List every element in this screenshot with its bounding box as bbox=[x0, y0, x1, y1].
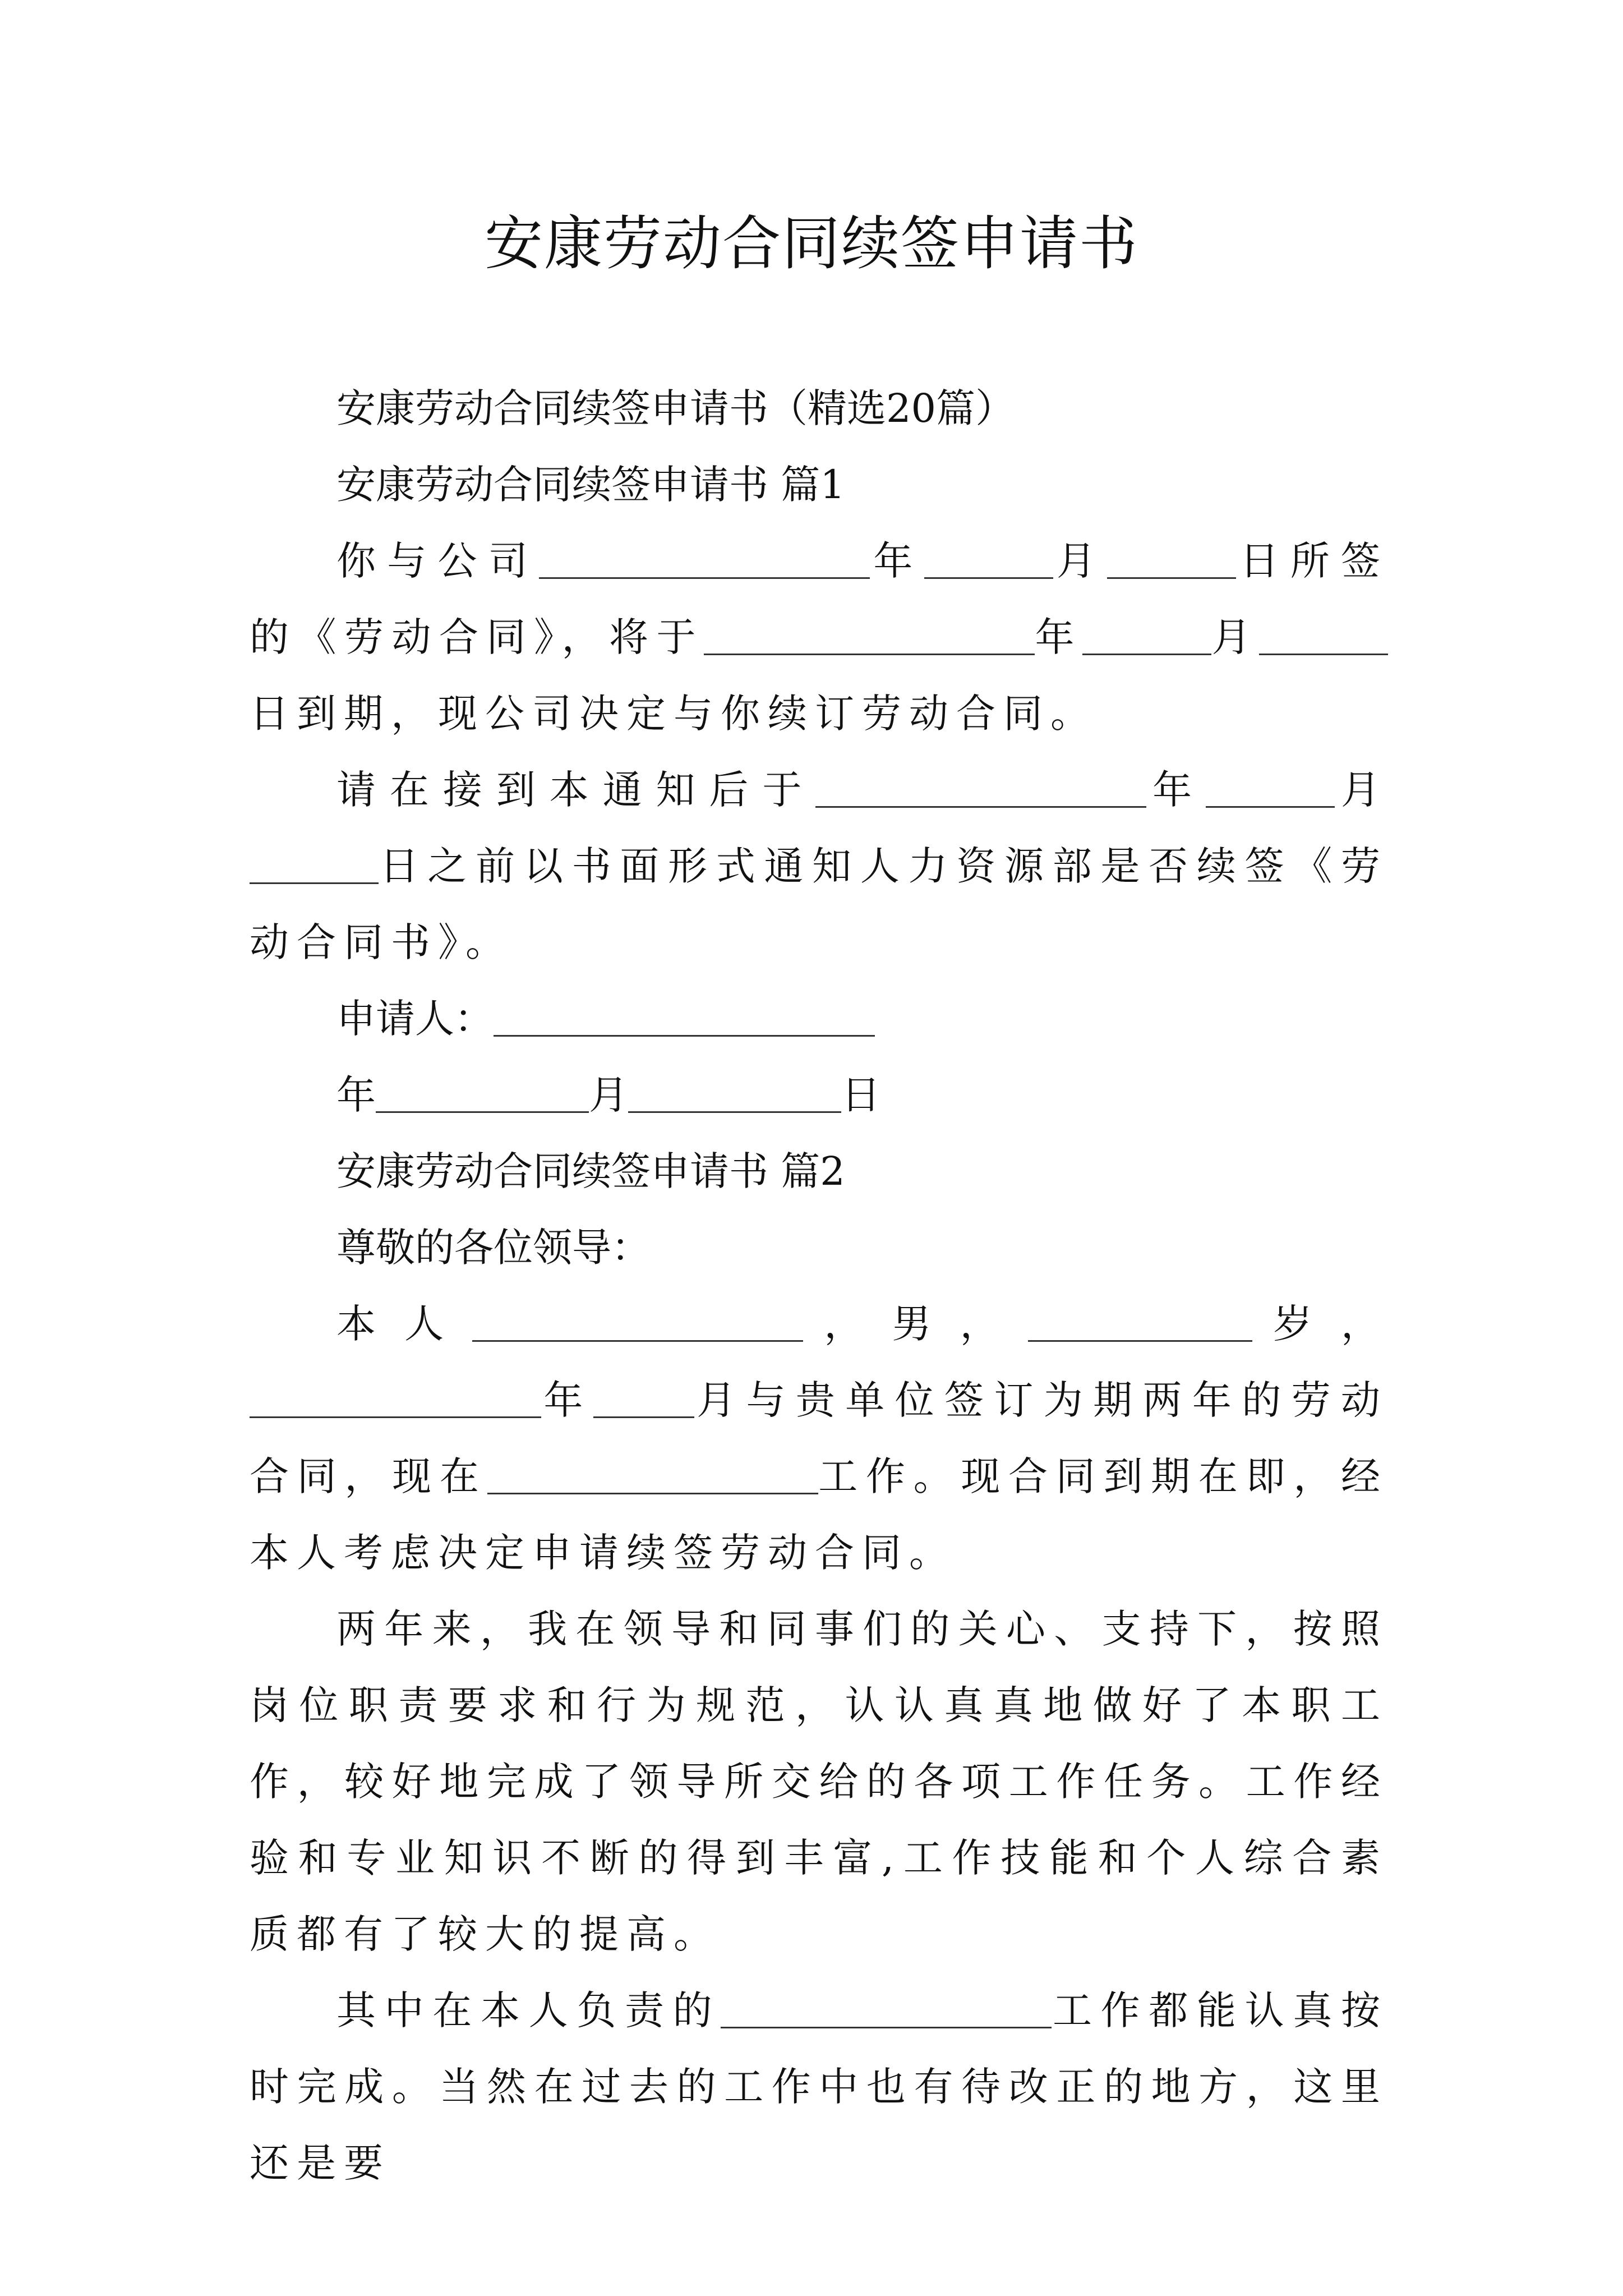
paragraph-responsibility: 其中在本人负责的 工作都能认真按时完成。当然在过去的工作中也有待改正的地方，这里还是要 bbox=[250, 1987, 1389, 2186]
blank-field bbox=[487, 1457, 818, 1494]
blank-field bbox=[1206, 771, 1335, 808]
blank-field bbox=[376, 1076, 589, 1113]
blank-field bbox=[628, 1076, 841, 1113]
blank-field bbox=[1107, 542, 1236, 579]
blank-field bbox=[472, 1305, 803, 1342]
paragraph-contract-notice: 你与公司 年 月 日所签的《劳动合同》，将于 年 月日到期，现公司决定与你续订劳动合同。 bbox=[250, 538, 1389, 737]
section-heading-1: 安康劳动合同续签申请书 篇1 bbox=[336, 462, 845, 508]
blank-field bbox=[250, 847, 379, 884]
date-line: 年 月 日 bbox=[336, 1072, 880, 1118]
applicant-line: 申请人： bbox=[250, 981, 1388, 1057]
blank-field bbox=[704, 618, 1035, 655]
blank-field bbox=[250, 1381, 541, 1418]
section-heading-2: 安康劳动合同续签申请书 篇2 bbox=[336, 1148, 845, 1194]
blank-field bbox=[815, 771, 1146, 808]
blank-field bbox=[924, 542, 1053, 579]
salutation: 尊敬的各位领导： bbox=[336, 1225, 651, 1271]
blank-field bbox=[1028, 1305, 1252, 1342]
blank-field bbox=[593, 1381, 694, 1418]
document-title: 安康劳动合同续签申请书 bbox=[484, 209, 1138, 278]
paragraph-reply-request: 请在接到本通知后于 年 月日之前以书面形式通知人力资源部是否续签《劳动合同书》。 bbox=[250, 767, 1389, 965]
paragraph-renewal-intro: 本人 ，男， 岁，年 月与贵单位签订为期两年的劳动合同，现在 工作。现合同到期在即，经本人考虑决定申请续签劳动合同。 bbox=[250, 1301, 1389, 1576]
blank-field bbox=[539, 542, 870, 579]
blank-field bbox=[1082, 618, 1211, 655]
paragraph-work-summary: 两年来，我在领导和同事们的关心、支持下，按照岗位职责要求和行为规范，认认真真地做好了本职工作，较好地完成了领导所交给的各项工作任务。工作经验和专业知识不断的得到丰富,工作技能和个人综合素质都有了较大的提高。 bbox=[250, 1606, 1388, 1957]
document-body bbox=[250, 370, 1388, 2201]
blank-field bbox=[1259, 618, 1388, 655]
blank-field bbox=[721, 1991, 1052, 2028]
applicant-blank bbox=[494, 1000, 875, 1037]
paragraph-subtitle: 安康劳动合同续签申请书（精选20篇） bbox=[336, 385, 1015, 431]
